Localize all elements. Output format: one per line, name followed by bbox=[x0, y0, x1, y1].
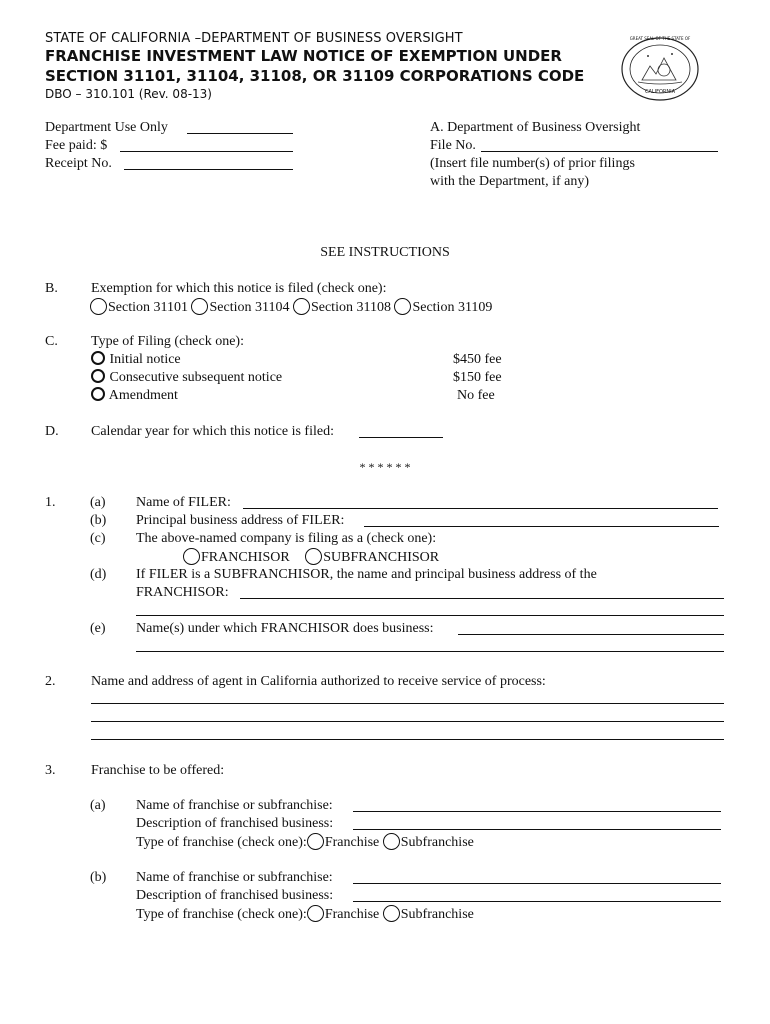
label-section-31108: Section 31108 bbox=[310, 300, 391, 315]
filer-name-field[interactable] bbox=[243, 508, 718, 509]
business-names-label: Name(s) under which FRANCHISOR does business: bbox=[136, 621, 434, 636]
fee-amendment: No fee bbox=[457, 388, 495, 403]
form-title-line1: FRANCHISE INVESTMENT LAW NOTICE OF EXEMPTION UNDER bbox=[45, 47, 562, 65]
label-section-31109: Section 31109 bbox=[412, 300, 493, 315]
filer-address-field[interactable] bbox=[364, 526, 719, 527]
item-1d-letter: (d) bbox=[90, 567, 107, 582]
seal-text-bottom: CALIFORNIA bbox=[644, 89, 676, 95]
label-section-31104: Section 31104 bbox=[209, 300, 290, 315]
agent-field-3[interactable] bbox=[91, 739, 724, 740]
item-3a-letter: (a) bbox=[90, 798, 106, 813]
section-b-prompt: Exemption for which this notice is filed (check one): bbox=[91, 281, 387, 296]
dept-use-field[interactable] bbox=[187, 133, 293, 134]
form-title-line2: SECTION 31101, 31104, 31108, OR 31109 CORPORATIONS CODE bbox=[45, 67, 585, 85]
label-franchise-b: Franchise bbox=[324, 907, 380, 922]
franchise-b-type-label: Type of franchise (check one): bbox=[136, 907, 307, 922]
franchise-a-type-row bbox=[136, 833, 474, 852]
receipt-label: Receipt No. bbox=[45, 156, 112, 171]
filer-name-label: Name of FILER: bbox=[136, 495, 231, 510]
franchise-b-name-field[interactable] bbox=[353, 883, 721, 884]
label-franchisor: FRANCHISOR bbox=[201, 550, 290, 565]
franchise-b-desc-label: Description of franchised business: bbox=[136, 888, 334, 903]
item-1c-letter: (c) bbox=[90, 531, 106, 546]
item-1-number: 1. bbox=[45, 495, 56, 510]
radio-amendment[interactable] bbox=[91, 387, 105, 401]
item-1a-letter: (a) bbox=[90, 495, 106, 510]
fee-consecutive: $150 fee bbox=[453, 370, 502, 385]
franchise-a-name-label: Name of franchise or subfranchise: bbox=[136, 798, 333, 813]
label-amendment: Amendment bbox=[108, 388, 178, 403]
label-franchise-a: Franchise bbox=[324, 835, 380, 850]
section-d-letter: D. bbox=[45, 424, 59, 439]
radio-subfranchise-b[interactable] bbox=[383, 905, 400, 922]
label-subfranchise-a: Subfranchise bbox=[400, 835, 474, 850]
filing-as-label: The above-named company is filing as a (check one): bbox=[136, 531, 437, 546]
business-names-field-1[interactable] bbox=[458, 634, 724, 635]
label-subfranchisor: SUBFRANCHISOR bbox=[323, 550, 440, 565]
radio-consecutive-notice[interactable] bbox=[91, 369, 105, 383]
business-names-field-2[interactable] bbox=[136, 651, 724, 652]
filing-option-consecutive bbox=[91, 369, 282, 387]
file-note-line2: with the Department, if any) bbox=[430, 174, 590, 189]
fee-paid-label: Fee paid: $ bbox=[45, 138, 108, 153]
label-section-31101: Section 31101 bbox=[108, 300, 188, 315]
agent-label: Name and address of agent in California authorized to receive service of process: bbox=[91, 674, 546, 689]
dept-use-label: Department Use Only bbox=[45, 120, 168, 135]
section-b-letter: B. bbox=[45, 281, 58, 296]
franchise-a-desc-field[interactable] bbox=[353, 829, 721, 830]
radio-section-31101[interactable] bbox=[90, 298, 107, 315]
franchise-offered-label: Franchise to be offered: bbox=[91, 763, 225, 778]
section-d-prompt: Calendar year for which this notice is filed: bbox=[91, 424, 334, 439]
franchise-a-type-label: Type of franchise (check one): bbox=[136, 835, 307, 850]
fee-initial: $450 fee bbox=[453, 352, 502, 367]
form-number: DBO – 310.101 (Rev. 08-13) bbox=[45, 87, 212, 101]
radio-subfranchisor[interactable] bbox=[305, 548, 322, 565]
franchise-a-desc-label: Description of franchised business: bbox=[136, 816, 334, 831]
item-2-number: 2. bbox=[45, 674, 56, 689]
radio-section-31109[interactable] bbox=[394, 298, 411, 315]
label-subfranchise-b: Subfranchise bbox=[400, 907, 474, 922]
radio-franchise-a[interactable] bbox=[307, 833, 324, 850]
radio-subfranchise-a[interactable] bbox=[383, 833, 400, 850]
label-consecutive-notice: Consecutive subsequent notice bbox=[109, 370, 283, 385]
see-instructions: SEE INSTRUCTIONS bbox=[320, 245, 450, 260]
item-3b-letter: (b) bbox=[90, 870, 107, 885]
file-no-label: File No. bbox=[430, 138, 476, 153]
franchise-b-type-row bbox=[136, 905, 474, 924]
radio-initial-notice[interactable] bbox=[91, 351, 105, 365]
fee-paid-field[interactable] bbox=[120, 151, 293, 152]
label-initial-notice: Initial notice bbox=[109, 352, 181, 367]
receipt-field[interactable] bbox=[124, 169, 293, 170]
franchisor-field-1[interactable] bbox=[240, 598, 724, 599]
franchise-a-name-field[interactable] bbox=[353, 811, 721, 812]
filing-option-amendment bbox=[91, 387, 178, 405]
franchisor-field-2[interactable] bbox=[136, 615, 724, 616]
franchise-b-name-label: Name of franchise or subfranchise: bbox=[136, 870, 333, 885]
section-b-options bbox=[90, 298, 492, 317]
franchisor-label: FRANCHISOR: bbox=[136, 585, 229, 600]
dbo-file-heading: A. Department of Business Oversight bbox=[430, 120, 641, 135]
radio-franchise-b[interactable] bbox=[307, 905, 324, 922]
separator-stars: * * * * * * bbox=[359, 460, 411, 474]
agent-field-2[interactable] bbox=[91, 721, 724, 722]
filer-address-label: Principal business address of FILER: bbox=[136, 513, 345, 528]
franchisor-info-label: If FILER is a SUBFRANCHISOR, the name and principal business address of the bbox=[136, 567, 597, 582]
seal-text-top: GREAT SEAL OF THE STATE OF bbox=[629, 36, 691, 41]
agent-field-1[interactable] bbox=[91, 703, 724, 704]
file-no-field[interactable] bbox=[481, 151, 718, 152]
filing-option-initial bbox=[91, 351, 181, 369]
file-note-line1: (Insert file number(s) of prior filings bbox=[430, 156, 635, 171]
radio-section-31104[interactable] bbox=[191, 298, 208, 315]
item-1e-letter: (e) bbox=[90, 621, 106, 636]
calendar-year-field[interactable] bbox=[359, 437, 443, 438]
section-c-letter: C. bbox=[45, 334, 58, 349]
franchise-b-desc-field[interactable] bbox=[353, 901, 721, 902]
section-c-prompt: Type of Filing (check one): bbox=[91, 334, 244, 349]
item-1b-letter: (b) bbox=[90, 513, 107, 528]
item-3-number: 3. bbox=[45, 763, 56, 778]
radio-franchisor[interactable] bbox=[183, 548, 200, 565]
radio-section-31108[interactable] bbox=[293, 298, 310, 315]
agency-line: STATE OF CALIFORNIA –DEPARTMENT OF BUSINESS OVERSIGHT bbox=[45, 31, 463, 46]
filing-as-options bbox=[183, 548, 439, 567]
